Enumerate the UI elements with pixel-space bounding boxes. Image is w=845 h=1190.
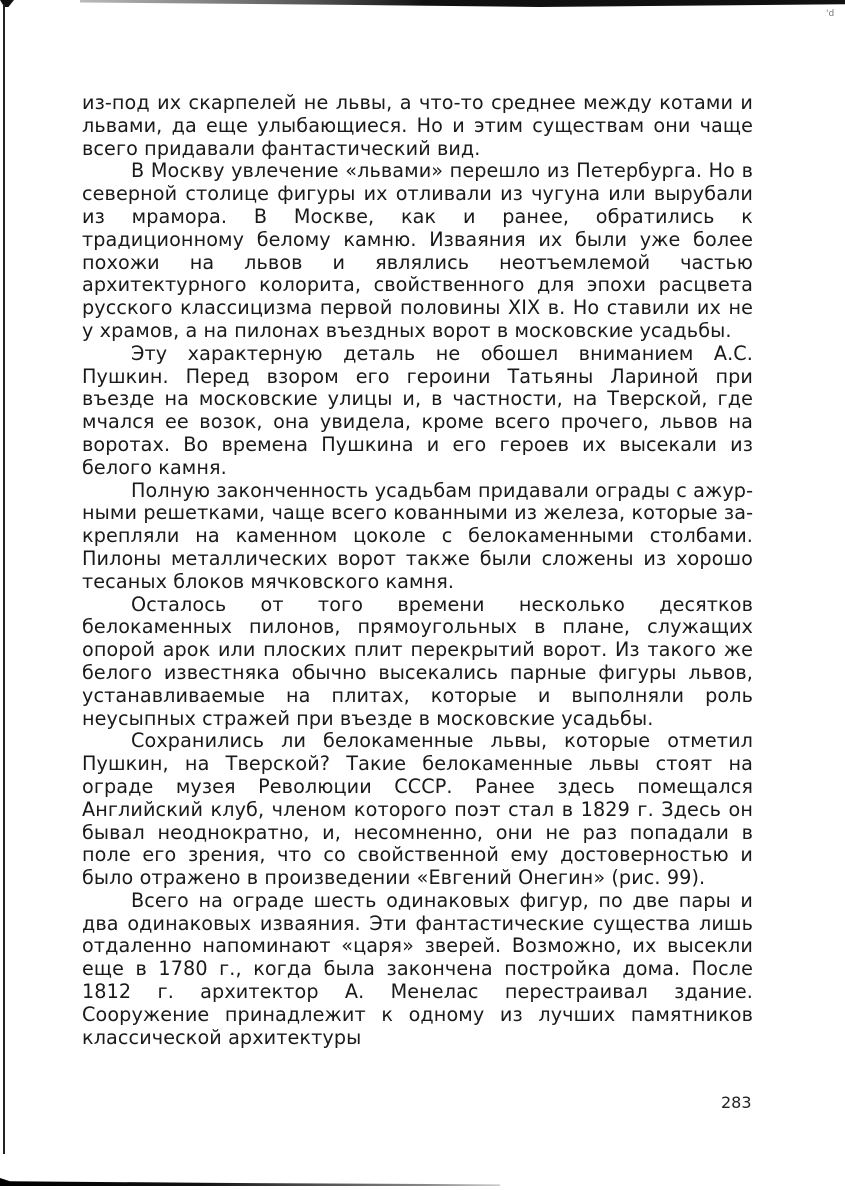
paragraph-5: Осталось от того времени несколько десятков белокаменных пилонов, прямоугольных в плане, служащих опорой арок или плоских плит перекрытий ворот. Из такого же белого известняка обычно высекались парные фигуры львов, устанавливаемые на плитах, которые и выполняли роль неусыпных стражей при въезде в московские усадьбы. (82, 592, 753, 730)
paragraph-4: Полную законченность усадьбам придавали ограды с ажурными решетками, чаще всего кованными из железа, которые закрепляли на каменном цоколе с белокаменными столбами. Пилоны металлических ворот также были сложены из хорошо тесаных блоков мячковского камня. (82, 478, 753, 593)
paragraph-1: из-под их скарпелей не львы, а что-то среднее между котами и львами, да еще улыбающиеся. Но и этим существам они чаще всего придавали фантастический вид. (82, 91, 753, 160)
paragraph-3: Эту характерную деталь не обошел вниманием А.С. Пушкин. Перед взором его героини Татьяны Лариной при въезде на московские улицы и, в частности, на Тверской, где мчался ее возок, она увидела, кроме всего прочего, львов на воротах. Во времена Пушкина и его героев их высекали из белого камня. (82, 341, 753, 479)
paragraph-6: Сохранились ли белокаменные львы, которые отметил Пушкин, на Тверской? Такие белокаменные львы стоят на ограде музея Революции СССР. Ранее здесь помещался Английский клуб, членом которого поэт стал в 1829 г. Здесь он бывал неоднократно, и, несомненно, они не раз попадали в поле его зрения, что со свойственной ему достоверностью и было отражено в произведении «Евгений Онегин» (рис. 99). (82, 729, 753, 890)
page-body-text (82, 92, 753, 1049)
scan-left-edge (3, 4, 5, 1154)
scan-bottom-edge (0, 1178, 500, 1186)
scan-top-edge (80, 0, 845, 7)
scan-mark: 'd (826, 9, 835, 19)
paragraph-7: Всего на ограде шесть одинаковых фигур, по две пары и два одинаковых изваяния. Эти фантастические существа лишь отдаленно напоминают «царя» зверей. Возможно, их высекли еще в 1780 г., когда была закончена постройка дома. После 1812 г. архитектор А. Менелас перестраивал здание. Сооружение принадлежит к одному из лучших памятников классической архитектуры (82, 888, 753, 1049)
paragraph-2: В Москву увлечение «львами» перешло из Петербурга. Но в северной столице фигуры их отливали из чугуна или вырубали из мрамора. В Москве, как и ранее, обратились к традиционному белому камню. Изваяния их были уже более похожи на львов и являлись неотъемлемой частью архитектурного колорита, свойственного для эпохи расцвета русского классицизма первой половины XIX в. Но ставили их не у храмов, а на пилонах въездных ворот в московские усадьбы. (82, 159, 753, 342)
page-number: 283 (721, 1093, 752, 1112)
